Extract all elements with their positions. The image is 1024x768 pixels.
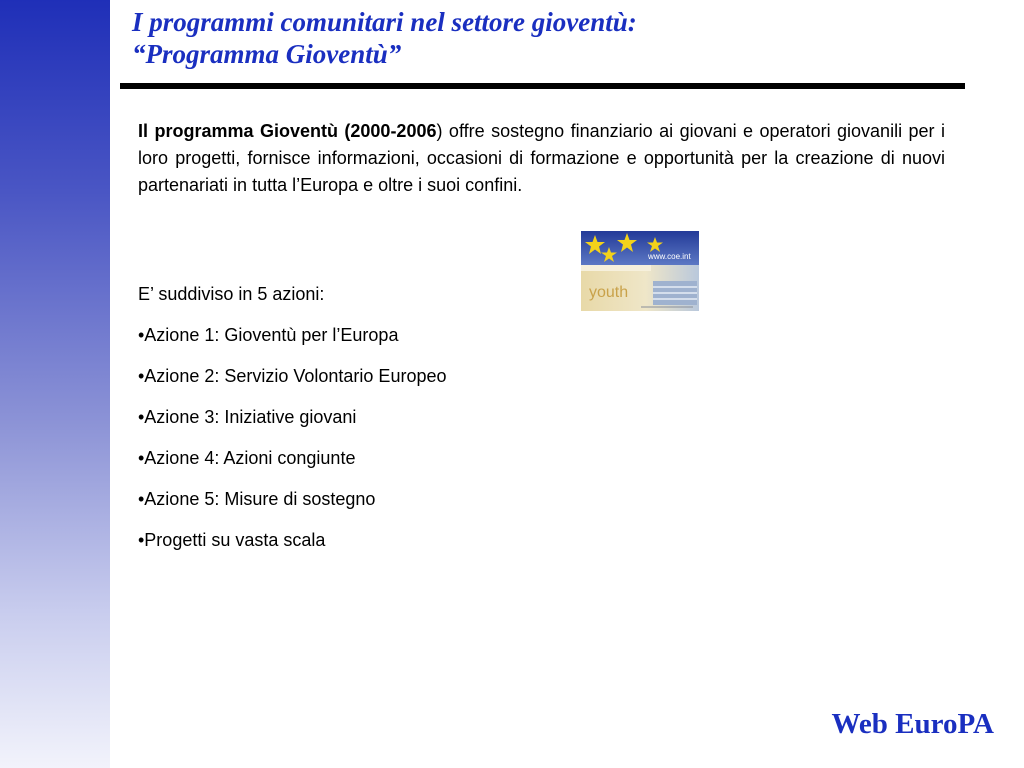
sidebar-gradient: [0, 0, 110, 768]
intro-bold: Il programma Gioventù (2000-2006: [138, 121, 437, 141]
slide-title: [132, 6, 637, 70]
intro-paragraph: [138, 118, 945, 199]
logo-stripe: [581, 265, 651, 271]
youth-logo-image: [581, 231, 699, 311]
youth-logo-graphic: [581, 231, 699, 311]
list-item: •Azione 5: Misure di sostegno: [138, 489, 376, 509]
list-heading: E’ suddiviso in 5 azioni:: [138, 284, 325, 304]
list-item: •Azione 3: Iniziative giovani: [138, 407, 357, 427]
logo-word: youth: [589, 284, 629, 301]
list-item: •Azione 1: Gioventù per l’Europa: [138, 325, 399, 345]
title-line-2: “Programma Gioventù”: [132, 39, 402, 69]
title-divider: [120, 83, 965, 89]
list-item: •Azione 2: Servizio Volontario Europeo: [138, 366, 447, 386]
logo-url: www.coe.int: [648, 252, 691, 261]
actions-list: [138, 283, 447, 570]
brand-footer: Web EuroPA: [831, 708, 994, 740]
intro-rest: ) offre sostegno finanziario ai giovani e operatori giovanili per i loro progetti, fornisce informazioni, occasioni di formazione e opportunità per la creazione di nuovi partenariati in tutta l’Europa e oltre i suoi confini.: [138, 121, 945, 195]
list-item: •Progetti su vasta scala: [138, 530, 326, 550]
title-line-1: I programmi comunitari nel settore gioventù:: [132, 7, 637, 37]
list-item: •Azione 4: Azioni congiunte: [138, 448, 356, 468]
